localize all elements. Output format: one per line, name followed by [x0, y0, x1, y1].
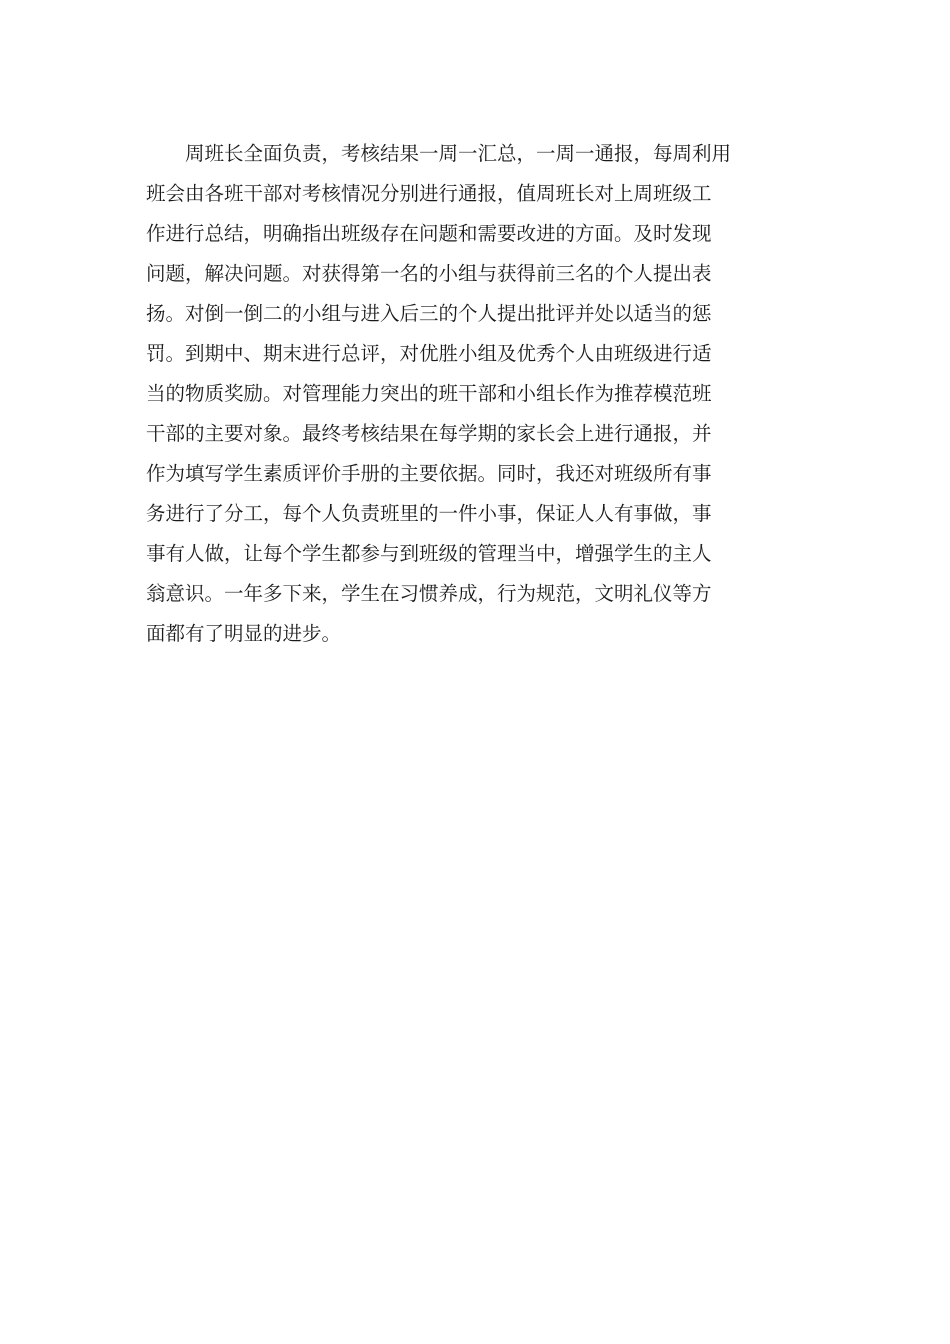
- body-paragraph: [146, 134, 800, 654]
- text-line: 翁意识。一年多下来，学生在习惯养成，行为规范，文明礼仪等方: [146, 582, 712, 605]
- text-line: 作为填写学生素质评价手册的主要依据。同时，我还对班级所有事: [146, 462, 712, 485]
- text-line: 扬。对倒一倒二的小组与进入后三的个人提出批评并处以适当的惩: [146, 302, 712, 325]
- text-line: 问题，解决问题。对获得第一名的小组与获得前三名的个人提出表: [146, 262, 712, 285]
- text-line: 班会由各班干部对考核情况分别进行通报，值周班长对上周班级工: [146, 182, 712, 205]
- text-line: 当的物质奖励。对管理能力突出的班干部和小组长作为推荐模范班: [146, 382, 712, 405]
- text-line: 干部的主要对象。最终考核结果在每学期的家长会上进行通报，并: [146, 422, 712, 445]
- text-line: 周班长全面负责，考核结果一周一汇总，一周一通报，每周利用: [146, 142, 732, 165]
- text-line: 作进行总结，明确指出班级存在问题和需要改进的方面。及时发现: [146, 222, 712, 245]
- text-line: 事有人做，让每个学生都参与到班级的管理当中，增强学生的主人: [146, 542, 712, 565]
- text-line: 罚。到期中、期末进行总评，对优胜小组及优秀个人由班级进行适: [146, 342, 712, 365]
- text-line: 务进行了分工，每个人负责班里的一件小事，保证人人有事做，事: [146, 502, 712, 525]
- text-line: 面都有了明显的进步。: [146, 622, 342, 645]
